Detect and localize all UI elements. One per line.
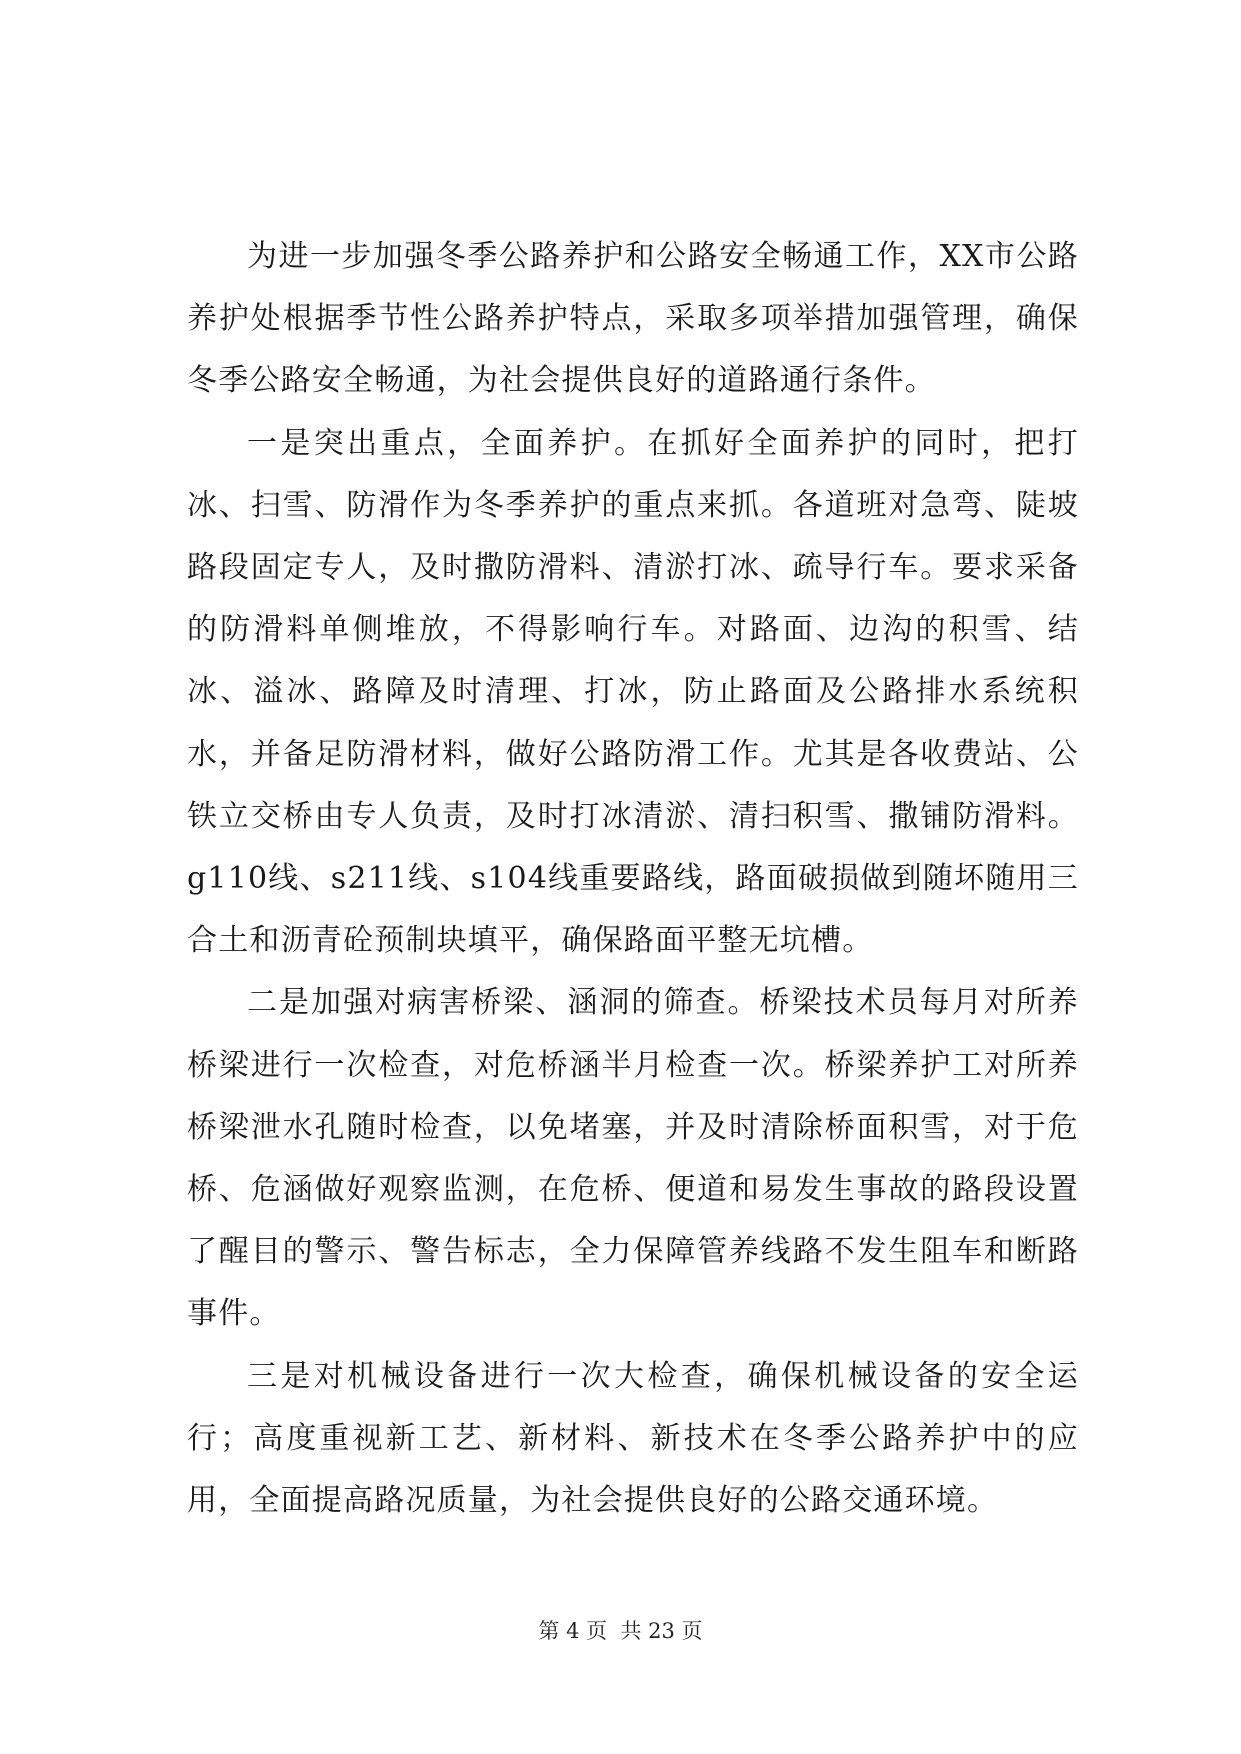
paragraph-point-three: 三是对机械设备进行一次大检查，确保机械设备的安全运行；高度重视新工艺、新材料、新技术在冬季公路养护中的应用，全面提高路况质量，为社会提供良好的公路交通环境。 [187, 1358, 1079, 1519]
paragraph-point-one: 一是突出重点，全面养护。在抓好全面养护的同时，把打冰、扫雪、防滑作为冬季养护的重点来抓。各道班对急弯、陡坡路段固定专人，及时撒防滑料、清淤打冰、疏导行车。要求采备的防滑料单侧堆放，不得影响行车。对路面、边沟的积雪、结冰、溢冰、路障及时清理、打冰，防止路面及公路排水系统积水，并备足防滑材料，做好公路防滑工作。尤其是各收费站、公铁立交桥由专人负责，及时打冰清淤、清扫积雪、撒铺防滑料。g110线、s211线、s104线重要路线，路面破损做到随坏随用三合土和沥青砼预制块填平，确保路面平整无坑槽。 [187, 425, 1079, 959]
page-footer [0, 1616, 1241, 1646]
document-body [187, 226, 1079, 1532]
page-number: 第 4 页 共 23 页 [538, 1619, 703, 1643]
paragraph-point-two: 二是加强对病害桥梁、涵洞的筛查。桥梁技术员每月对所养桥梁进行一次检查，对危桥涵半月检查一次。桥梁养护工对所养桥梁泄水孔随时检查，以免堵塞，并及时清除桥面积雪，对于危桥、危涵做好观察监测，在危桥、便道和易发生事故的路段设置了醒目的警示、警告标志，全力保障管养线路不发生阻车和断路事件。 [187, 985, 1079, 1332]
paragraph-intro: 为进一步加强冬季公路养护和公路安全畅通工作，XX市公路养护处根据季节性公路养护特点，采取多项举措加强管理，确保冬季公路安全畅通，为社会提供良好的道路通行条件。 [187, 239, 1079, 399]
